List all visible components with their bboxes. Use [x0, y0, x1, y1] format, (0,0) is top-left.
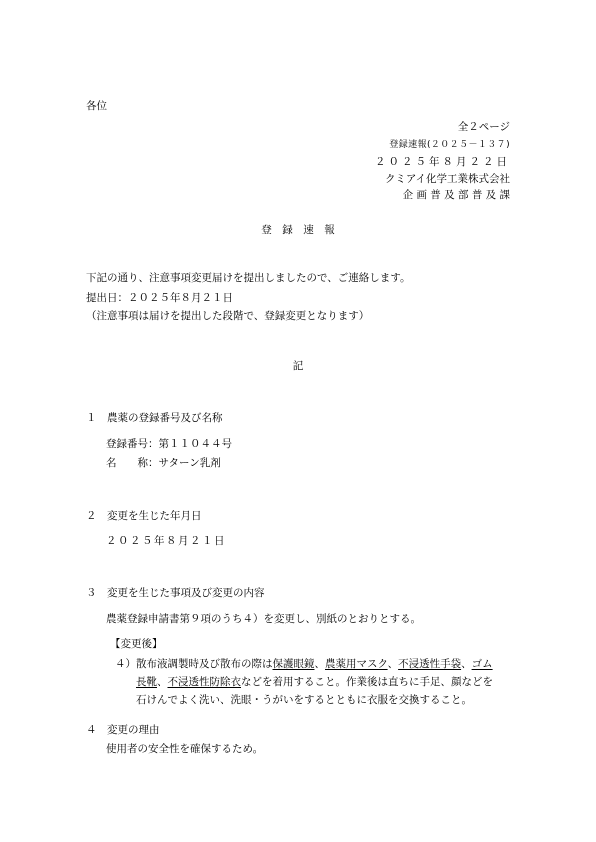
- item-number: ４）: [115, 658, 136, 670]
- text-segment: 、: [314, 658, 325, 670]
- text-segment: 、: [461, 658, 472, 670]
- section-1-heading: １ 農薬の登録番号及び名称: [86, 412, 223, 424]
- change-date: ２０２５年８月２１日: [106, 535, 226, 547]
- ki-heading: 記: [292, 360, 304, 372]
- intro-note: （注意事項は届けを提出した段階で、登録変更となります）: [86, 310, 370, 322]
- document-title: 登 録 速 報: [261, 224, 335, 236]
- change-reason: 使用者の安全性を確保するため。: [106, 743, 264, 755]
- precaution-line-2: [136, 676, 493, 689]
- department-name: 企 画 普 及 部 普 及 課: [402, 189, 510, 201]
- issue-date: ２０２５年８月２２日: [375, 156, 510, 168]
- page-count: 全２ページ: [457, 121, 510, 133]
- addressee: 各位: [86, 100, 107, 112]
- precaution-line-1: [136, 658, 493, 671]
- product-name: 名 称：サターン乳剤: [106, 457, 221, 469]
- section-4-heading: ４ 変更の理由: [86, 724, 160, 736]
- underlined-term: 不浸透性防除衣: [167, 676, 241, 688]
- text-segment: などを着用すること。作業後は直ちに手足、顔などを: [241, 676, 493, 688]
- submission-date: 提出日：２０２５年８月２１日: [86, 292, 233, 304]
- text-segment: 散布液調製時及び散布の際は: [136, 658, 273, 670]
- registration-number: 登録番号：第１１０４４号: [106, 438, 232, 450]
- company-name: クミアイ化学工業株式会社: [384, 173, 510, 185]
- change-description: 農薬登録申請書第９項のうち４）を変更し、別紙のとおりとする。: [106, 613, 421, 625]
- precaution-line-3: 石けんでよく洗い、洗眼・うがいをするとともに衣服を交換すること。: [136, 694, 472, 706]
- intro-line-1: 下記の通り、注意事項変更届けを提出しましたので、ご連絡します。: [86, 272, 411, 284]
- underlined-term: 不浸透性手袋: [398, 658, 462, 670]
- section-3-heading: ３ 変更を生じた事項及び変更の内容: [86, 587, 265, 599]
- after-change-label: 【変更後】: [110, 638, 163, 650]
- underlined-term: ゴム: [471, 658, 493, 670]
- section-2-heading: ２ 変更を生じた年月日: [86, 510, 202, 522]
- underlined-term: 農薬用マスク: [325, 658, 388, 670]
- text-segment: 、: [387, 658, 399, 670]
- text-segment: 、: [157, 676, 168, 688]
- underlined-term: 長靴: [136, 676, 157, 688]
- document-number: 登録速報(２０２５－１３７): [389, 140, 510, 150]
- underlined-term: 保護眼鏡: [272, 658, 315, 670]
